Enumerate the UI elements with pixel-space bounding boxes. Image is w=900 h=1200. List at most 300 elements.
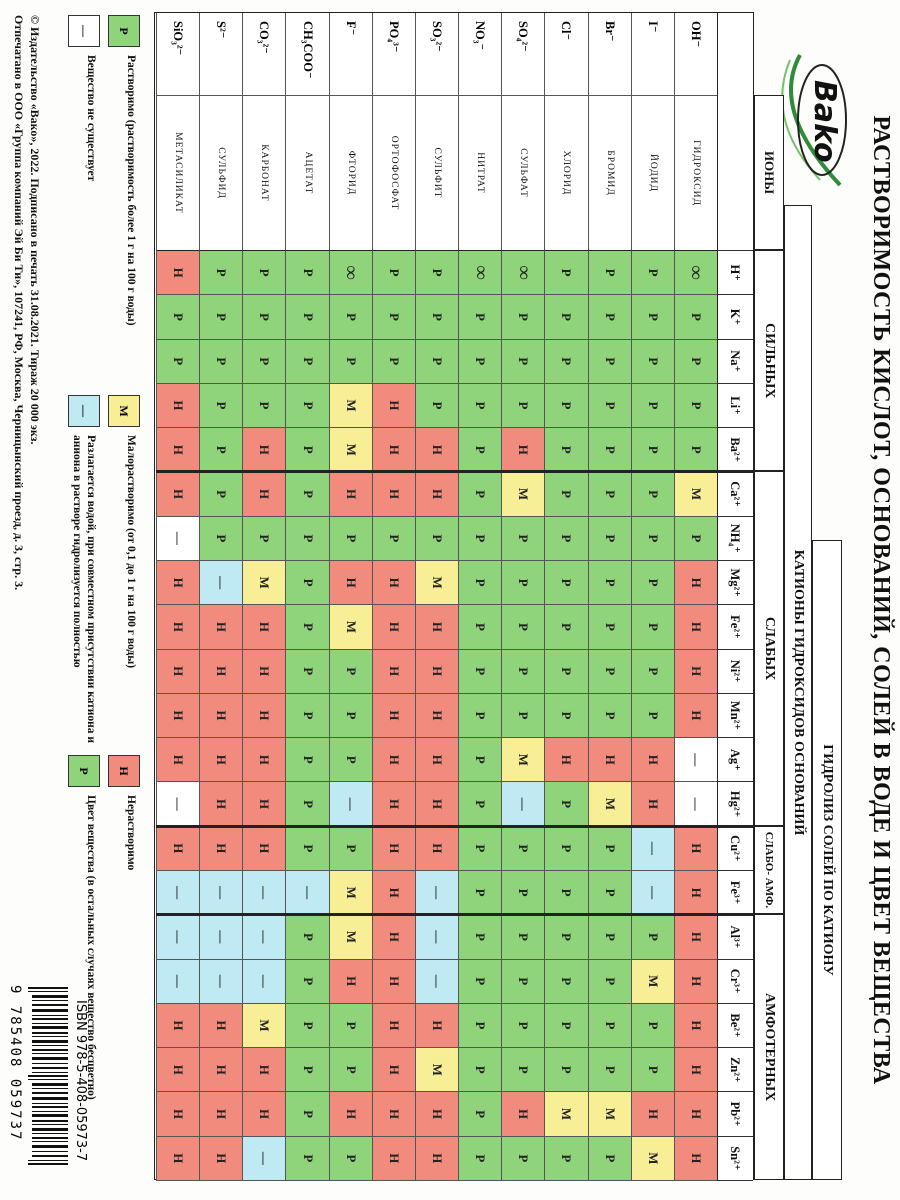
solubility-cell: Н (674, 561, 717, 605)
solubility-cell: Н (674, 605, 717, 649)
cation-header: NH₄⁺ (717, 517, 753, 561)
solubility-cell: Р (501, 1004, 544, 1048)
isbn: ISBN 978-5-408-05973-7 (73, 1000, 88, 1162)
solubility-cell: Р (501, 915, 544, 959)
legend-swatch: — (68, 395, 100, 427)
solubility-cell: Р (544, 517, 587, 561)
solubility-cell: Н (372, 738, 415, 782)
solubility-cell: Р (588, 340, 631, 384)
solubility-cell: Н (372, 960, 415, 1004)
anion-formula: Cl⁻ (544, 13, 587, 96)
solubility-cell: Р (285, 1137, 328, 1181)
anion-name: НИТРАТ (458, 96, 501, 251)
anion-name: СУЛЬФИД (199, 96, 242, 251)
cation-header: Fe³⁺ (717, 871, 753, 915)
solubility-cell: Р (501, 1048, 544, 1092)
cation-groups (754, 250, 784, 1180)
solubility-cell: Р (285, 1092, 328, 1136)
group-separator (156, 470, 753, 473)
solubility-cell: Н (415, 472, 458, 516)
solubility-cell: М (501, 738, 544, 782)
solubility-cell: Н (631, 738, 674, 782)
solubility-cell: — (242, 960, 285, 1004)
solubility-cell: Н (631, 782, 674, 826)
solubility-cell: Р (588, 650, 631, 694)
solubility-cell: Н (199, 738, 242, 782)
solubility-cell: Р (329, 340, 372, 384)
solubility-cell: Р (458, 1137, 501, 1181)
solubility-cell: — (156, 871, 199, 915)
solubility-cell: Н (242, 827, 285, 871)
solubility-cell: Р (544, 871, 587, 915)
hydrolysis-cation-label: ГИДРОЛИЗ СОЛЕЙ ПО КАТИОНУ (812, 540, 842, 1180)
cation-header: Ni²⁺ (717, 650, 753, 694)
solubility-cell: Р (631, 605, 674, 649)
solubility-cell: — (285, 871, 328, 915)
solubility-cell: Р (285, 694, 328, 738)
solubility-cell: Н (329, 960, 372, 1004)
solubility-cell: Р (674, 428, 717, 472)
solubility-cell: Р (674, 340, 717, 384)
solubility-cell: Р (285, 827, 328, 871)
solubility-cell: М (329, 384, 372, 428)
solubility-cell: Р (415, 384, 458, 428)
solubility-cell: Р (674, 295, 717, 339)
solubility-cell: Р (199, 384, 242, 428)
anion-name: КАРБОНАТ (242, 96, 285, 251)
solubility-cell: Р (501, 827, 544, 871)
solubility-cell: Р (544, 915, 587, 959)
solubility-cell: Н (156, 827, 199, 871)
solubility-cell: Р (285, 782, 328, 826)
solubility-cell: Р (372, 251, 415, 295)
solubility-cell: Н (242, 428, 285, 472)
cation-header: Hg²⁺ (717, 782, 753, 826)
solubility-cell: Р (544, 827, 587, 871)
solubility-cell: Р (415, 251, 458, 295)
solubility-cell: Н (372, 605, 415, 649)
solubility-cell: Н (674, 650, 717, 694)
solubility-cell: М (674, 472, 717, 516)
solubility-cell: Р (329, 738, 372, 782)
solubility-cell: Н (372, 1048, 415, 1092)
logo-text: Вako (807, 80, 842, 163)
solubility-cell: Н (372, 561, 415, 605)
solubility-cell: Р (588, 1048, 631, 1092)
solubility-cell: Н (156, 605, 199, 649)
solubility-cell: Р (458, 650, 501, 694)
solubility-cell: М (329, 428, 372, 472)
solubility-cell: Р (199, 340, 242, 384)
anion-name: МЕТАСИЛИКАТ (156, 96, 199, 251)
solubility-cell: Н (199, 1092, 242, 1136)
solubility-cell: Р (544, 1004, 587, 1048)
anion-formula: PO₄³⁻ (372, 13, 415, 96)
solubility-cell: Р (544, 472, 587, 516)
cation-group-2: СЛАБЫХ (754, 471, 784, 825)
solubility-cell: Н (329, 561, 372, 605)
barcode-digits: 9 785408 059737 (7, 985, 23, 1142)
solubility-cell: — (199, 561, 242, 605)
solubility-cell: Н (242, 738, 285, 782)
solubility-cell: Р (285, 1004, 328, 1048)
solubility-cell: — (242, 871, 285, 915)
solubility-cell: Н (199, 1137, 242, 1181)
solubility-cell: Р (631, 295, 674, 339)
anion-formula: CO₃²⁻ (242, 13, 285, 96)
solubility-cell: — (329, 782, 372, 826)
solubility-cell: Н (156, 1048, 199, 1092)
solubility-cell: Р (285, 340, 328, 384)
solubility-cell: Р (199, 517, 242, 561)
solubility-cell: Н (199, 782, 242, 826)
solubility-cell: Р (544, 561, 587, 605)
solubility-cell: Р (285, 472, 328, 516)
solubility-cell: Н (156, 738, 199, 782)
solubility-cell: Н (372, 1137, 415, 1181)
anion-formula: CH₃COO⁻ (285, 13, 328, 96)
solubility-cell: Н (372, 1004, 415, 1048)
cation-group-3: СЛАБО- АМФ. (754, 826, 784, 915)
group-separator (156, 825, 753, 828)
solubility-cell: Р (458, 472, 501, 516)
footer-line-2: Отпечатано в ООО «Группа компаний Эй Би Ти», 107241, РФ, Москва, Черницынский проезд, д. 3, стр. 3. (12, 15, 26, 591)
solubility-cell: — (199, 915, 242, 959)
anion-formula: Br⁻ (588, 13, 631, 96)
cation-header: K⁺ (717, 295, 753, 339)
solubility-cell: Н (372, 871, 415, 915)
solubility-cell: М (329, 871, 372, 915)
solubility-cell: Н (156, 1137, 199, 1181)
solubility-cell: ∞ (329, 251, 372, 295)
cation-header: Zn²⁺ (717, 1048, 753, 1092)
solubility-cell: Н (372, 384, 415, 428)
solubility-cell: Р (544, 251, 587, 295)
solubility-cell: Н (156, 650, 199, 694)
solubility-cell: Н (242, 694, 285, 738)
solubility-cell: ∞ (458, 251, 501, 295)
solubility-cell: Р (458, 295, 501, 339)
solubility-cell: Р (285, 960, 328, 1004)
anion-formula: SO₄²⁻ (501, 13, 544, 96)
solubility-cell: Р (588, 472, 631, 516)
solubility-cell: Р (544, 384, 587, 428)
solubility-cell: Н (242, 472, 285, 516)
ions-label: ИОНЫ (754, 95, 784, 250)
solubility-cell: Р (372, 517, 415, 561)
solubility-cell: — (501, 782, 544, 826)
solubility-cell: Р (285, 915, 328, 959)
solubility-cell: Р (372, 340, 415, 384)
anion-name: ОРТОФОСФАТ (372, 96, 415, 251)
solubility-cell: Р (501, 561, 544, 605)
solubility-cell: Н (242, 605, 285, 649)
grid-corner (717, 13, 753, 251)
solubility-cell: Н (501, 1092, 544, 1136)
solubility-cell: Р (242, 517, 285, 561)
anion-name: ХЛОРИД (544, 96, 587, 251)
solubility-cell: Н (199, 650, 242, 694)
solubility-cell: Р (501, 694, 544, 738)
cation-header: H⁺ (717, 251, 753, 295)
cation-header: Ca²⁺ (717, 472, 753, 516)
solubility-cell: М (242, 561, 285, 605)
solubility-cell: Р (588, 605, 631, 649)
solubility-cell: ∞ (501, 251, 544, 295)
solubility-cell: М (242, 1004, 285, 1048)
cations-hydroxides-label: КАТИОНЫ ГИДРОКСИДОВ ОСНОВАНИЙ (784, 205, 812, 1180)
solubility-cell: Р (458, 960, 501, 1004)
solubility-cell: Р (285, 295, 328, 339)
solubility-cell: Р (199, 472, 242, 516)
solubility-cell: Р (458, 384, 501, 428)
solubility-cell: Р (415, 295, 458, 339)
solubility-cell: Н (415, 694, 458, 738)
solubility-cell: М (631, 1137, 674, 1181)
solubility-cell: Р (631, 340, 674, 384)
solubility-cell: Р (458, 605, 501, 649)
solubility-cell: Р (285, 384, 328, 428)
solubility-cell: Р (501, 384, 544, 428)
solubility-cell: Р (242, 340, 285, 384)
solubility-cell: Н (199, 1004, 242, 1048)
solubility-cell: Р (674, 517, 717, 561)
solubility-cell: Н (415, 1137, 458, 1181)
solubility-cell: Р (631, 561, 674, 605)
solubility-cell: Р (544, 694, 587, 738)
solubility-cell: Н (415, 738, 458, 782)
solubility-cell: Р (329, 295, 372, 339)
solubility-cell: Р (544, 428, 587, 472)
anion-formula: OH⁻ (674, 13, 717, 96)
solubility-cell: Р (458, 517, 501, 561)
anion-name: ФТОРИД (329, 96, 372, 251)
legend-swatch: М (108, 395, 140, 427)
solubility-cell: — (199, 960, 242, 1004)
solubility-cell: Р (501, 650, 544, 694)
solubility-cell: Р (588, 384, 631, 428)
anion-name: ГИДРОКСИД (674, 96, 717, 251)
solubility-cell: Н (242, 1048, 285, 1092)
solubility-cell: Р (501, 340, 544, 384)
solubility-cell: Р (285, 605, 328, 649)
solubility-cell: — (415, 871, 458, 915)
anion-formula: SiO₃²⁻ (156, 13, 199, 96)
page-title: РАСТВОРИМОСТЬ КИСЛОТ, ОСНОВАНИЙ, СОЛЕЙ В ВОДЕ И ЦВЕТ ВЕЩЕСТВА (868, 115, 894, 1085)
solubility-cell: Р (329, 517, 372, 561)
solubility-cell: Р (544, 960, 587, 1004)
solubility-cell: Н (674, 827, 717, 871)
solubility-cell: — (156, 960, 199, 1004)
solubility-cell: — (415, 915, 458, 959)
solubility-cell: Р (242, 251, 285, 295)
solubility-cell: Р (458, 915, 501, 959)
barcode-icon (28, 985, 68, 1185)
cation-header: Cu²⁺ (717, 827, 753, 871)
solubility-cell: Н (372, 650, 415, 694)
solubility-cell: Р (458, 738, 501, 782)
solubility-cell: Р (588, 1137, 631, 1181)
solubility-cell: Н (156, 428, 199, 472)
solubility-cell: Н (372, 1092, 415, 1136)
solubility-cell: М (588, 1092, 631, 1136)
solubility-cell: Н (156, 694, 199, 738)
solubility-cell: Р (242, 384, 285, 428)
solubility-cell: Р (631, 1004, 674, 1048)
solubility-cell: Н (242, 1092, 285, 1136)
legend-swatch: Р (68, 755, 100, 787)
anion-formula: F⁻ (329, 13, 372, 96)
solubility-cell: Н (329, 472, 372, 516)
solubility-cell: Н (199, 694, 242, 738)
solubility-cell: Р (588, 561, 631, 605)
legend-text: Вещество не существует (85, 55, 97, 182)
solubility-cell: Р (458, 561, 501, 605)
solubility-cell: Р (415, 517, 458, 561)
solubility-cell: Н (674, 915, 717, 959)
anion-name: ЙОДИД (631, 96, 674, 251)
solubility-cell: Н (674, 1004, 717, 1048)
solubility-cell: Р (285, 251, 328, 295)
solubility-cell: Р (631, 251, 674, 295)
solubility-cell: Р (674, 384, 717, 428)
solubility-cell: Н (156, 472, 199, 516)
solubility-cell: Р (329, 650, 372, 694)
cation-header: Mn²⁺ (717, 694, 753, 738)
solubility-cell: Н (588, 738, 631, 782)
vako-logo (780, 50, 860, 190)
solubility-cell: Н (415, 1004, 458, 1048)
solubility-cell: Р (242, 295, 285, 339)
solubility-cell: Р (588, 960, 631, 1004)
solubility-cell: Н (372, 694, 415, 738)
legend-swatch: Н (108, 755, 140, 787)
solubility-cell: Р (458, 1048, 501, 1092)
footer-line-1: © Издательство «Вако», 2022. Подписано в печать 31.08.2021. Тираж 20 000 экз. (28, 15, 42, 445)
solubility-cell: Р (501, 960, 544, 1004)
cation-header: Be²⁺ (717, 1004, 753, 1048)
solubility-cell: Р (199, 251, 242, 295)
solubility-cell: Н (415, 827, 458, 871)
solubility-cell: Р (544, 650, 587, 694)
solubility-cell: Н (674, 694, 717, 738)
solubility-cell: Р (588, 517, 631, 561)
solubility-cell: Н (372, 472, 415, 516)
solubility-cell: Р (588, 827, 631, 871)
legend-text: Разлагается водой, при совместном присутствии катиона и аниона в растворе гидролизуется полностью (71, 435, 97, 743)
solubility-cell: Р (588, 915, 631, 959)
legend-swatch: — (68, 15, 100, 47)
solubility-cell: Н (156, 384, 199, 428)
solubility-cell: Р (631, 384, 674, 428)
solubility-cell: Р (329, 1048, 372, 1092)
solubility-cell: Р (458, 428, 501, 472)
cation-header: Cr³⁺ (717, 960, 753, 1004)
solubility-cell: Р (588, 1004, 631, 1048)
solubility-cell: Н (242, 782, 285, 826)
solubility-cell: — (415, 960, 458, 1004)
solubility-cell: Н (544, 738, 587, 782)
anion-formula: I⁻ (631, 13, 674, 96)
solubility-cell: М (329, 605, 372, 649)
solubility-cell: — (156, 782, 199, 826)
solubility-cell: Р (285, 650, 328, 694)
solubility-cell: М (415, 561, 458, 605)
cation-header: Fe²⁺ (717, 605, 753, 649)
solubility-cell: Р (329, 1137, 372, 1181)
solubility-cell: Н (156, 1092, 199, 1136)
anion-name: СУЛЬФИТ (415, 96, 458, 251)
solubility-cell: Р (544, 340, 587, 384)
solubility-cell: Р (458, 694, 501, 738)
solubility-cell: М (631, 960, 674, 1004)
solubility-cell: Н (631, 1092, 674, 1136)
cation-header: Al³⁺ (717, 915, 753, 959)
solubility-cell: Р (458, 340, 501, 384)
cation-group-4: АМФОТЕРНЫХ (754, 914, 784, 1180)
solubility-cell: Р (458, 871, 501, 915)
solubility-cell: — (242, 1137, 285, 1181)
solubility-cell: М (588, 782, 631, 826)
solubility-cell: Р (156, 295, 199, 339)
anion-name: АЦЕТАТ (285, 96, 328, 251)
cation-group-1: СИЛЬНЫХ (754, 250, 784, 471)
solubility-cell: М (501, 472, 544, 516)
solubility-cell: ∞ (674, 251, 717, 295)
legend-text: Цвет вещества (в остальных случаях вещество бесцветно) (85, 795, 97, 1100)
solubility-cell: Р (501, 295, 544, 339)
solubility-cell: Н (674, 1048, 717, 1092)
solubility-cell: Н (674, 1137, 717, 1181)
solubility-cell: Р (458, 827, 501, 871)
solubility-cell: — (156, 915, 199, 959)
solubility-cell: Н (674, 960, 717, 1004)
cation-header: Li⁺ (717, 384, 753, 428)
solubility-cell: Р (501, 517, 544, 561)
solubility-cell: Н (372, 782, 415, 826)
cation-header: Pb²⁺ (717, 1092, 753, 1136)
solubility-cell: Р (329, 1004, 372, 1048)
solubility-cell: Р (285, 1048, 328, 1092)
solubility-cell: Р (329, 827, 372, 871)
cation-header: Sn²⁺ (717, 1137, 753, 1181)
solubility-cell: Н (199, 1048, 242, 1092)
solubility-cell: Р (588, 251, 631, 295)
solubility-cell: Н (156, 561, 199, 605)
solubility-cell: Н (242, 650, 285, 694)
solubility-cell: Р (372, 295, 415, 339)
solubility-cell: Р (199, 295, 242, 339)
anion-formula: SO₃²⁻ (415, 13, 458, 96)
solubility-cell: Р (544, 782, 587, 826)
solubility-cell: Р (285, 738, 328, 782)
solubility-cell: Н (415, 428, 458, 472)
solubility-cell: Н (415, 782, 458, 826)
solubility-cell: Р (199, 428, 242, 472)
solubility-cell: М (329, 915, 372, 959)
solubility-cell: Р (544, 1048, 587, 1092)
solubility-cell: Р (458, 1004, 501, 1048)
group-separator (156, 913, 753, 916)
solubility-cell: Р (458, 1092, 501, 1136)
solubility-cell: Р (631, 650, 674, 694)
solubility-cell: — (199, 871, 242, 915)
solubility-cell: М (415, 1048, 458, 1092)
legend-text: Нерастворимо (125, 795, 137, 871)
solubility-cell: Р (285, 561, 328, 605)
anion-name: СУЛЬФАТ (501, 96, 544, 251)
solubility-cell: — (156, 517, 199, 561)
